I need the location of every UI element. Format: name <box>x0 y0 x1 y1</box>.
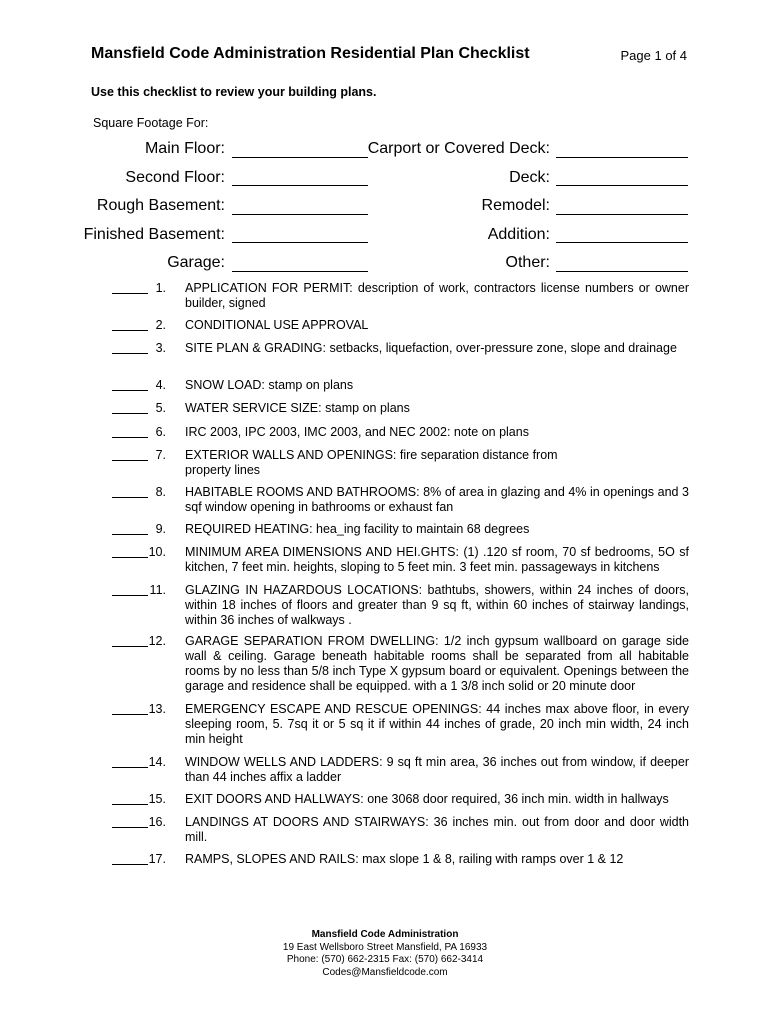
item-number: 7. <box>155 448 166 462</box>
page-number: Page 1 of 4 <box>620 48 687 63</box>
checkoff-blank[interactable] <box>112 852 148 865</box>
item-number: 17. <box>148 852 166 866</box>
item-number: 15. <box>148 792 166 806</box>
footer-address: 19 East Wellsboro Street Mansfield, PA 16933 <box>282 941 488 953</box>
item-number: 4. <box>155 378 166 392</box>
garage-label: Garage: <box>167 254 225 271</box>
checkoff-blank[interactable] <box>112 485 148 498</box>
footer-org: Mansfield Code Administration <box>311 929 459 940</box>
item-text: CONDITIONAL USE APPROVAL <box>185 318 369 332</box>
item-text: IRC 2003, IPC 2003, IMC 2003, and NEC 2002: note on plans <box>185 425 529 439</box>
finished-basement-label: Finished Basement: <box>83 226 225 243</box>
item-text: EXTERIOR WALLS AND OPENINGS: fire separation distance from property lines <box>185 448 558 477</box>
checkoff-blank[interactable] <box>112 522 148 535</box>
checkoff-blank[interactable] <box>112 583 148 596</box>
square-footage-label: Square Footage For: <box>93 116 209 130</box>
remodel-field[interactable] <box>556 214 688 215</box>
carport-covered-deck-label: Carport or Covered Deck: <box>367 140 550 157</box>
rough-basement-field[interactable] <box>232 214 368 215</box>
item-text: GLAZING IN HAZARDOUS LOCATIONS: bathtubs, showers, within 24 inches of doors, within 18 inches of floors and greater than 9 sq ft, within 60 inches of stairway landings, within 36 inches of walkways . <box>185 583 689 627</box>
other-label: Other: <box>505 254 550 271</box>
item-text: RAMPS, SLOPES AND RAILS: max slope 1 & 8, railing with ramps over 1 & 12 <box>185 852 624 866</box>
item-text: EMERGENCY ESCAPE AND RESCUE OPENINGS: 44 inches max above floor, in every sleeping room, 5. 7sq it or 5 sq it if within 44 inches of grade, 20 inch min width, 24 inch min height <box>185 702 689 746</box>
other-field[interactable] <box>556 271 688 272</box>
item-text: WATER SERVICE SIZE: stamp on plans <box>185 401 410 415</box>
addition-field[interactable] <box>556 242 688 243</box>
checkoff-blank[interactable] <box>112 378 148 391</box>
checkoff-blank[interactable] <box>112 425 148 438</box>
checkoff-blank[interactable] <box>112 755 148 768</box>
checkoff-blank[interactable] <box>112 281 148 294</box>
item-text: GARAGE SEPARATION FROM DWELLING: 1/2 inch gypsum wallboard on garage side wall & ceiling. Garage beneath habitable rooms shall be separated from all habitable rooms by no less than 5/8 inch Type X gypsum board or equivalent. Openings between the garage and residence shall be equipped. with a 1 3/8 inch solid or 20 minute door <box>185 634 689 693</box>
main-floor-label: Main Floor: <box>144 140 225 157</box>
item-number: 16. <box>148 815 166 829</box>
item-number: 12. <box>148 634 166 648</box>
item-number: 1. <box>155 281 166 295</box>
checkoff-blank[interactable] <box>112 318 148 331</box>
addition-label: Addition: <box>487 226 550 243</box>
item-number: 5. <box>155 401 166 415</box>
footer <box>0 929 770 979</box>
item-number: 6. <box>155 425 166 439</box>
item-text: REQUIRED HEATING: hea_ing facility to maintain 68 degrees <box>185 522 530 536</box>
item-number: 11. <box>149 583 166 597</box>
item-number: 2. <box>155 318 166 332</box>
deck-label: Deck: <box>509 169 550 186</box>
item-number: 13. <box>148 702 166 716</box>
carport-covered-deck-field[interactable] <box>556 157 688 158</box>
garage-field[interactable] <box>232 271 368 272</box>
footer-email: Codes@Mansfieldcode.com <box>322 966 448 978</box>
second-floor-field[interactable] <box>232 185 368 186</box>
document-title: Mansfield Code Administration Residential Plan Checklist <box>91 45 530 62</box>
second-floor-label: Second Floor: <box>125 169 225 186</box>
checkoff-blank[interactable] <box>112 341 148 354</box>
item-text: EXIT DOORS AND HALLWAYS: one 3068 door required, 36 inch min. width in hallways <box>185 792 669 806</box>
instruction-text: Use this checklist to review your building plans. <box>91 85 377 99</box>
checkoff-blank[interactable] <box>112 815 148 828</box>
item-text: HABITABLE ROOMS AND BATHROOMS: 8% of area in glazing and 4% in openings and 3 sqf window opening in bathrooms or exhaust fan <box>185 485 689 514</box>
item-text: SITE PLAN & GRADING: setbacks, liquefaction, over-pressure zone, slope and drainage <box>185 341 677 355</box>
main-floor-field[interactable] <box>232 157 368 158</box>
footer-phone: Phone: (570) 662-2315 Fax: (570) 662-3414 <box>286 954 484 965</box>
checkoff-blank[interactable] <box>112 702 148 715</box>
item-number: 14. <box>148 755 166 769</box>
item-number: 10. <box>148 545 166 559</box>
item-text: LANDINGS AT DOORS AND STAIRWAYS: 36 inches min. out from door and door width mill. <box>185 815 689 844</box>
item-number: 3. <box>155 341 166 355</box>
checkoff-blank[interactable] <box>112 401 148 414</box>
item-text: MINIMUM AREA DIMENSIONS AND HEI.GHTS: (1) .120 sf room, 70 sf bedrooms, 5O sf kitchen, 7 feet min. heights, sloping to 5 feet min. 3 feet min. passageways in kitchens <box>185 545 689 574</box>
finished-basement-field[interactable] <box>232 242 368 243</box>
checkoff-blank[interactable] <box>112 792 148 805</box>
item-text: WINDOW WELLS AND LADDERS: 9 sq ft min area, 36 inches out from window, if deeper than 44 inches affix a ladder <box>185 755 689 784</box>
checkoff-blank[interactable] <box>112 634 148 647</box>
deck-field[interactable] <box>556 185 688 186</box>
item-text: APPLICATION FOR PERMIT: description of work, contractors license numbers or owner builder, signed <box>185 281 689 310</box>
item-number: 9. <box>155 522 166 536</box>
rough-basement-label: Rough Basement: <box>96 197 225 214</box>
item-text: SNOW LOAD: stamp on plans <box>185 378 354 392</box>
remodel-label: Remodel: <box>481 197 550 214</box>
checkoff-blank[interactable] <box>112 545 148 558</box>
item-number: 8. <box>155 485 166 499</box>
checkoff-blank[interactable] <box>112 448 148 461</box>
